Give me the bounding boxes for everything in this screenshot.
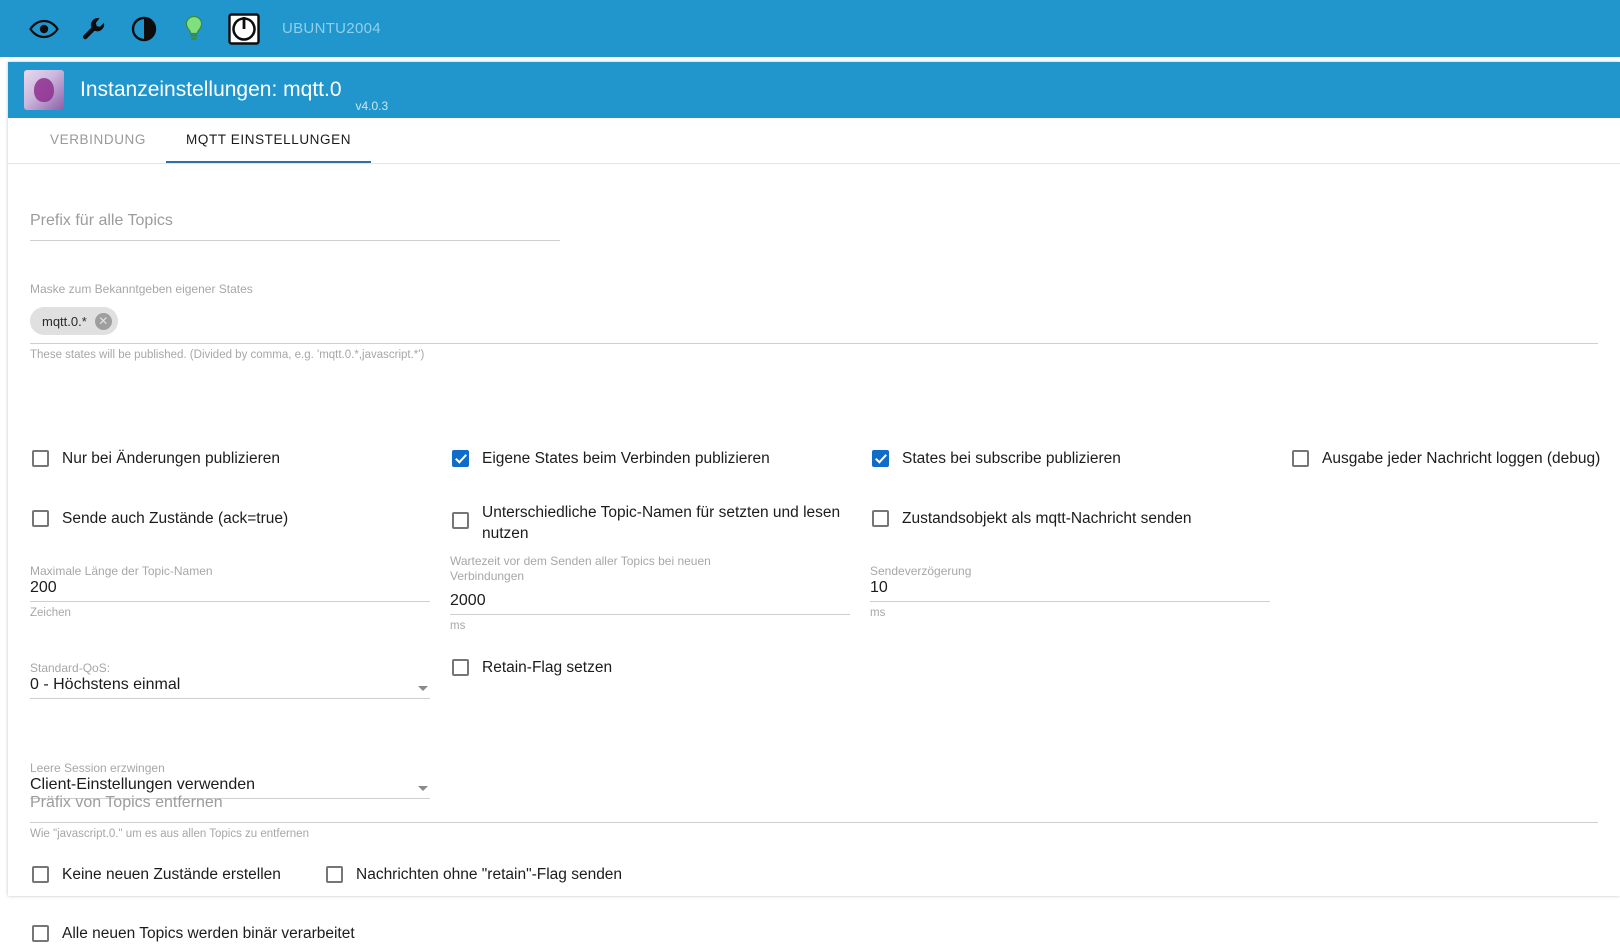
checkbox-messages-without-retain[interactable]	[326, 864, 622, 885]
checkbox-box[interactable]	[32, 866, 49, 883]
chip-remove-icon[interactable]: ✕	[95, 313, 112, 330]
tab-mqtt-einstellungen[interactable]: MQTT EINSTELLUNGEN	[166, 118, 371, 163]
version-label: v4.0.3	[355, 99, 389, 113]
mask-own-states-chip[interactable]	[30, 307, 118, 335]
checkbox-box[interactable]	[32, 925, 49, 942]
checkbox-box[interactable]	[872, 450, 889, 467]
checkbox-box[interactable]	[326, 866, 343, 883]
default-qos-value[interactable]: 0 - Höchstens einmal	[30, 676, 181, 693]
checkbox-label: Nachrichten ohne "retain"-Flag senden	[356, 866, 623, 883]
chevron-down-icon[interactable]	[418, 686, 428, 691]
mask-own-states-field	[30, 282, 1598, 361]
checkbox-no-new-states[interactable]	[32, 864, 281, 885]
wait-before-send-input[interactable]: 2000	[450, 592, 486, 609]
checkbox-box[interactable]	[1292, 450, 1309, 467]
checkbox-label: Sende auch Zustände (ack=true)	[62, 510, 289, 527]
prefix-all-topics-field	[30, 212, 560, 241]
checkbox-box[interactable]	[452, 450, 469, 467]
checkbox-box[interactable]	[32, 450, 49, 467]
send-delay-field	[870, 564, 1270, 619]
checkbox-label: Nur bei Änderungen publizieren	[62, 450, 281, 467]
checkbox-label: States bei subscribe publizieren	[902, 450, 1121, 467]
default-qos-field[interactable]	[30, 661, 430, 699]
tab-bar	[8, 118, 1620, 164]
mask-own-states-hint: These states will be published. (Divided by comma, e.g. 'mqtt.0.*,javascript.*')	[30, 349, 425, 361]
checkbox-send-state-object[interactable]	[872, 508, 1191, 529]
checkbox-new-topics-binary[interactable]	[32, 923, 355, 944]
checkbox-box[interactable]	[452, 512, 469, 529]
checkbox-box[interactable]	[32, 510, 49, 527]
checkbox-label: Keine neuen Zustände erstellen	[62, 866, 281, 883]
send-delay-hint: ms	[870, 607, 886, 619]
force-clean-session-label: Leere Session erzwingen	[30, 761, 165, 775]
force-clean-session-value[interactable]: Client-Einstellungen verwenden	[30, 776, 256, 793]
checkbox-label: Alle neuen Topics werden binär verarbeitet	[62, 925, 355, 942]
checkbox-box[interactable]	[872, 510, 889, 527]
prefix-all-topics-input[interactable]: Prefix für alle Topics	[30, 212, 173, 229]
power-icon[interactable]	[222, 7, 266, 51]
wait-before-send-hint: ms	[450, 620, 466, 632]
remove-prefix-input[interactable]: Präfix von Topics entfernen	[30, 794, 223, 811]
wait-before-send-label: Wartezeit vor dem Senden aller Topics bei neuen Verbindungen	[450, 554, 711, 583]
default-qos-label: Standard-QoS:	[30, 661, 111, 675]
window-titlebar	[8, 62, 1620, 118]
instance-settings-window	[8, 62, 1620, 942]
checkbox-publish-states-on-subscribe[interactable]	[872, 448, 1121, 469]
wait-before-send-field	[450, 554, 850, 632]
send-delay-input[interactable]: 10	[870, 579, 888, 596]
checkbox-label: Zustandsobjekt als mqtt-Nachricht senden	[902, 510, 1192, 527]
checkbox-label: Unterschiedliche Topic-Namen für setzten und lesen nutzen	[482, 504, 841, 542]
adapter-logo-icon	[24, 70, 64, 110]
max-topic-length-field	[30, 564, 430, 619]
wrench-icon[interactable]	[72, 7, 116, 51]
contrast-icon[interactable]	[122, 7, 166, 51]
checkbox-publish-own-states-on-connect[interactable]	[452, 448, 770, 469]
lightbulb-icon[interactable]	[172, 7, 216, 51]
settings-form	[8, 164, 1620, 942]
page-title: Instanzeinstellungen: mqtt.0	[80, 78, 342, 101]
checkbox-box[interactable]	[452, 659, 469, 676]
send-delay-label: Sendeverzögerung	[870, 564, 972, 578]
checkbox-label: Retain-Flag setzen	[482, 659, 613, 676]
max-topic-length-hint: Zeichen	[30, 607, 71, 619]
checkbox-label: Ausgabe jeder Nachricht loggen (debug)	[1322, 450, 1601, 467]
remove-prefix-hint: Wie "javascript.0." um es aus allen Topics zu entfernen	[30, 828, 309, 840]
checkbox-set-retain-flag[interactable]	[452, 657, 612, 678]
chip-label: mqtt.0.*	[42, 313, 87, 329]
eye-icon[interactable]	[22, 7, 66, 51]
os-toolbar	[0, 0, 1620, 57]
tab-verbindung[interactable]: VERBINDUNG	[50, 132, 147, 147]
checkbox-send-ack-true[interactable]	[32, 508, 288, 529]
checkbox-publish-only-on-change[interactable]	[32, 448, 280, 469]
remove-prefix-field	[30, 794, 1598, 840]
checkbox-log-every-message[interactable]	[1292, 448, 1600, 469]
checkbox-different-topic-names[interactable]	[452, 502, 842, 544]
max-topic-length-input[interactable]: 200	[30, 579, 57, 596]
mask-own-states-label: Maske zum Bekanntgeben eigener States	[30, 282, 253, 296]
chevron-down-icon[interactable]	[418, 786, 428, 791]
max-topic-length-label: Maximale Länge der Topic-Namen	[30, 564, 213, 578]
checkbox-label: Eigene States beim Verbinden publizieren	[482, 450, 770, 467]
hostname-label: UBUNTU2004	[282, 20, 381, 37]
